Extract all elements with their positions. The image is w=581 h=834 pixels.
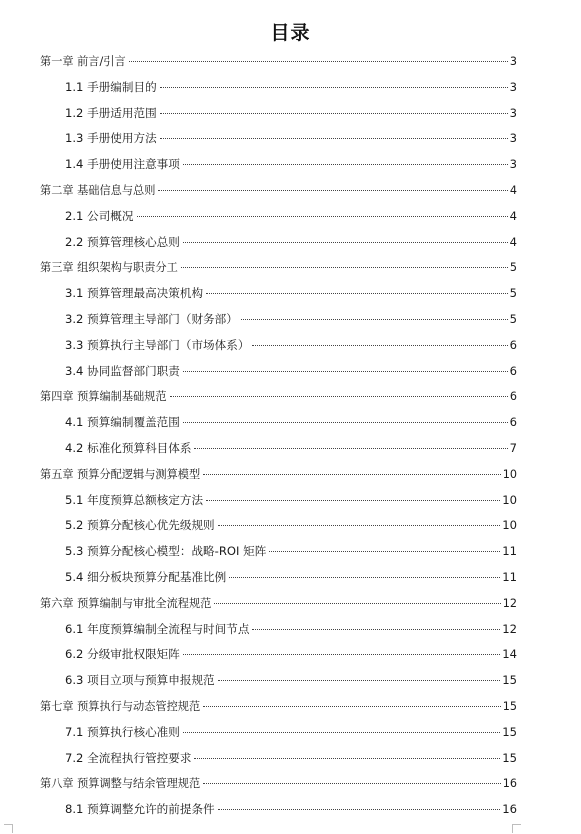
toc-section-entry[interactable] (40, 513, 517, 539)
toc-entry-title: 第一章 前言/引言 (40, 55, 126, 68)
toc-section-entry[interactable] (40, 410, 517, 436)
toc-page-number: 10 (502, 518, 517, 533)
toc-entry-title: 5.3 预算分配核心模型：战略-ROI 矩阵 (65, 544, 267, 559)
toc-section-entry[interactable] (40, 281, 517, 307)
toc-entry-title: 第三章 组织架构与职责分工 (40, 261, 178, 275)
page-corner-mark-left (4, 824, 13, 833)
toc-entry-title: 第七章 预算执行与动态管控规范 (40, 699, 201, 713)
toc-dot-leader (160, 113, 508, 114)
toc-page-number: 4 (509, 234, 517, 249)
toc-entry-title: 5.1 年度预算总额核定方法 (65, 492, 204, 507)
toc-page-number: 16 (502, 802, 517, 817)
toc-section-entry[interactable] (40, 488, 517, 514)
toc-section-entry[interactable] (40, 204, 517, 230)
toc-page-number: 15 (502, 699, 517, 713)
page-title: 目录 (270, 22, 311, 44)
toc-entry-title: 6.3 项目立项与预算申报规范 (65, 673, 215, 688)
toc-entry-title: 3.4 协同监督部门职责 (65, 363, 180, 378)
toc-entry-title: 7.1 预算执行核心准则 (65, 724, 180, 739)
toc-page-number: 12 (502, 596, 517, 610)
toc-section-entry[interactable] (40, 359, 517, 385)
toc-dot-leader (218, 680, 501, 681)
toc-entry-title: 第六章 预算编制与审批全流程规范 (40, 596, 212, 610)
toc-entry-title: 7.2 全流程执行管控要求 (65, 750, 192, 765)
toc-dot-leader (206, 500, 500, 501)
toc-entry-title: 8.1 预算调整允许的前提条件 (65, 802, 215, 817)
toc-page-number: 10 (502, 492, 517, 507)
toc-section-entry[interactable] (40, 333, 517, 359)
toc-page-number: 5 (509, 286, 517, 301)
toc-entry-title: 4.1 预算编制覆盖范围 (65, 415, 180, 430)
toc-entry-title: 2.1 公司概况 (65, 208, 134, 223)
toc-page-number: 15 (502, 750, 517, 765)
toc-section-entry[interactable] (40, 668, 517, 694)
toc-page-number: 6 (509, 337, 517, 352)
toc-page-number: 11 (502, 544, 517, 559)
toc-dot-leader (203, 783, 501, 784)
toc-dot-leader (269, 551, 500, 552)
toc-entry-title: 1.4 手册使用注意事项 (65, 157, 180, 172)
page-corner-mark-right (512, 824, 521, 833)
toc-page-number: 15 (502, 724, 517, 739)
toc-page-number: 14 (502, 647, 517, 662)
table-of-contents (40, 49, 517, 823)
toc-page-number: 3 (509, 79, 517, 94)
toc-chapter-entry[interactable] (40, 178, 517, 204)
toc-section-entry[interactable] (40, 746, 517, 772)
toc-page-number: 5 (509, 311, 517, 326)
toc-entry-title: 5.4 细分板块预算分配基准比例 (65, 569, 227, 584)
toc-dot-leader (183, 732, 500, 733)
toc-dot-leader (214, 603, 500, 604)
toc-page-number: 6 (509, 415, 517, 430)
toc-page-number: 11 (502, 569, 517, 584)
toc-chapter-entry[interactable] (40, 771, 517, 797)
toc-dot-leader (241, 319, 508, 320)
toc-page-number: 4 (509, 208, 517, 223)
toc-entry-title: 4.2 标准化预算科目体系 (65, 440, 192, 455)
toc-dot-leader (181, 267, 508, 268)
toc-page-number: 3 (509, 157, 517, 172)
toc-chapter-entry[interactable] (40, 462, 517, 488)
toc-entry-title: 1.1 手册编制目的 (65, 79, 157, 94)
toc-section-entry[interactable] (40, 436, 517, 462)
toc-section-entry[interactable] (40, 75, 517, 101)
toc-dot-leader (252, 345, 507, 346)
toc-chapter-entry[interactable] (40, 384, 517, 410)
toc-chapter-entry[interactable] (40, 49, 517, 75)
toc-section-entry[interactable] (40, 307, 517, 333)
toc-dot-leader (160, 138, 508, 139)
toc-chapter-entry[interactable] (40, 694, 517, 720)
toc-section-entry[interactable] (40, 230, 517, 256)
toc-entry-title: 3.3 预算执行主导部门（市场体系） (65, 337, 250, 352)
toc-dot-leader (170, 396, 508, 397)
toc-dot-leader (183, 422, 508, 423)
toc-dot-leader (229, 577, 500, 578)
toc-entry-title: 6.1 年度预算编制全流程与时间节点 (65, 621, 250, 636)
toc-page-number: 4 (509, 183, 517, 197)
toc-page-number: 6 (509, 390, 517, 404)
toc-page-number: 16 (502, 777, 517, 791)
toc-entry-title: 6.2 分级审批权限矩阵 (65, 647, 180, 662)
toc-page-number: 10 (502, 467, 517, 481)
toc-dot-leader (129, 61, 508, 62)
toc-dot-leader (158, 190, 507, 191)
toc-entry-title: 1.3 手册使用方法 (65, 131, 157, 146)
toc-dot-leader (137, 216, 508, 217)
toc-entry-title: 5.2 预算分配核心优先级规则 (65, 518, 215, 533)
toc-page-number: 15 (502, 673, 517, 688)
toc-dot-leader (183, 242, 508, 243)
toc-page-number: 12 (502, 621, 517, 636)
toc-page-number: 3 (509, 55, 517, 68)
toc-page-number: 5 (509, 261, 517, 275)
toc-page-number: 7 (509, 440, 517, 455)
toc-section-entry[interactable] (40, 797, 517, 823)
toc-dot-leader (218, 525, 501, 526)
toc-dot-leader (160, 87, 508, 88)
toc-section-entry[interactable] (40, 617, 517, 643)
toc-section-entry[interactable] (40, 126, 517, 152)
toc-entry-title: 第八章 预算调整与结余管理规范 (40, 777, 201, 791)
toc-section-entry[interactable] (40, 152, 517, 178)
toc-chapter-entry[interactable] (40, 255, 517, 281)
toc-dot-leader (183, 371, 508, 372)
toc-section-entry[interactable] (40, 642, 517, 668)
toc-section-entry[interactable] (40, 539, 517, 565)
toc-dot-leader (183, 654, 500, 655)
toc-entry-title: 2.2 预算管理核心总则 (65, 234, 180, 249)
toc-entry-title: 3.2 预算管理主导部门（财务部） (65, 311, 238, 326)
toc-dot-leader (206, 293, 508, 294)
toc-dot-leader (194, 758, 500, 759)
toc-chapter-entry[interactable] (40, 591, 517, 617)
toc-section-entry[interactable] (40, 720, 517, 746)
toc-dot-leader (203, 474, 501, 475)
toc-entry-title: 第四章 预算编制基础规范 (40, 390, 167, 404)
toc-dot-leader (218, 809, 501, 810)
toc-entry-title: 3.1 预算管理最高决策机构 (65, 286, 204, 301)
toc-page-number: 3 (509, 105, 517, 120)
toc-dot-leader (194, 448, 507, 449)
toc-entry-title: 第二章 基础信息与总则 (40, 183, 156, 197)
toc-page-number: 6 (509, 363, 517, 378)
toc-entry-title: 1.2 手册适用范围 (65, 105, 157, 120)
toc-entry-title: 第五章 预算分配逻辑与测算模型 (40, 467, 201, 481)
toc-dot-leader (252, 629, 500, 630)
toc-section-entry[interactable] (40, 101, 517, 127)
toc-page-number: 3 (509, 131, 517, 146)
toc-section-entry[interactable] (40, 565, 517, 591)
toc-dot-leader (183, 164, 508, 165)
toc-dot-leader (203, 706, 501, 707)
